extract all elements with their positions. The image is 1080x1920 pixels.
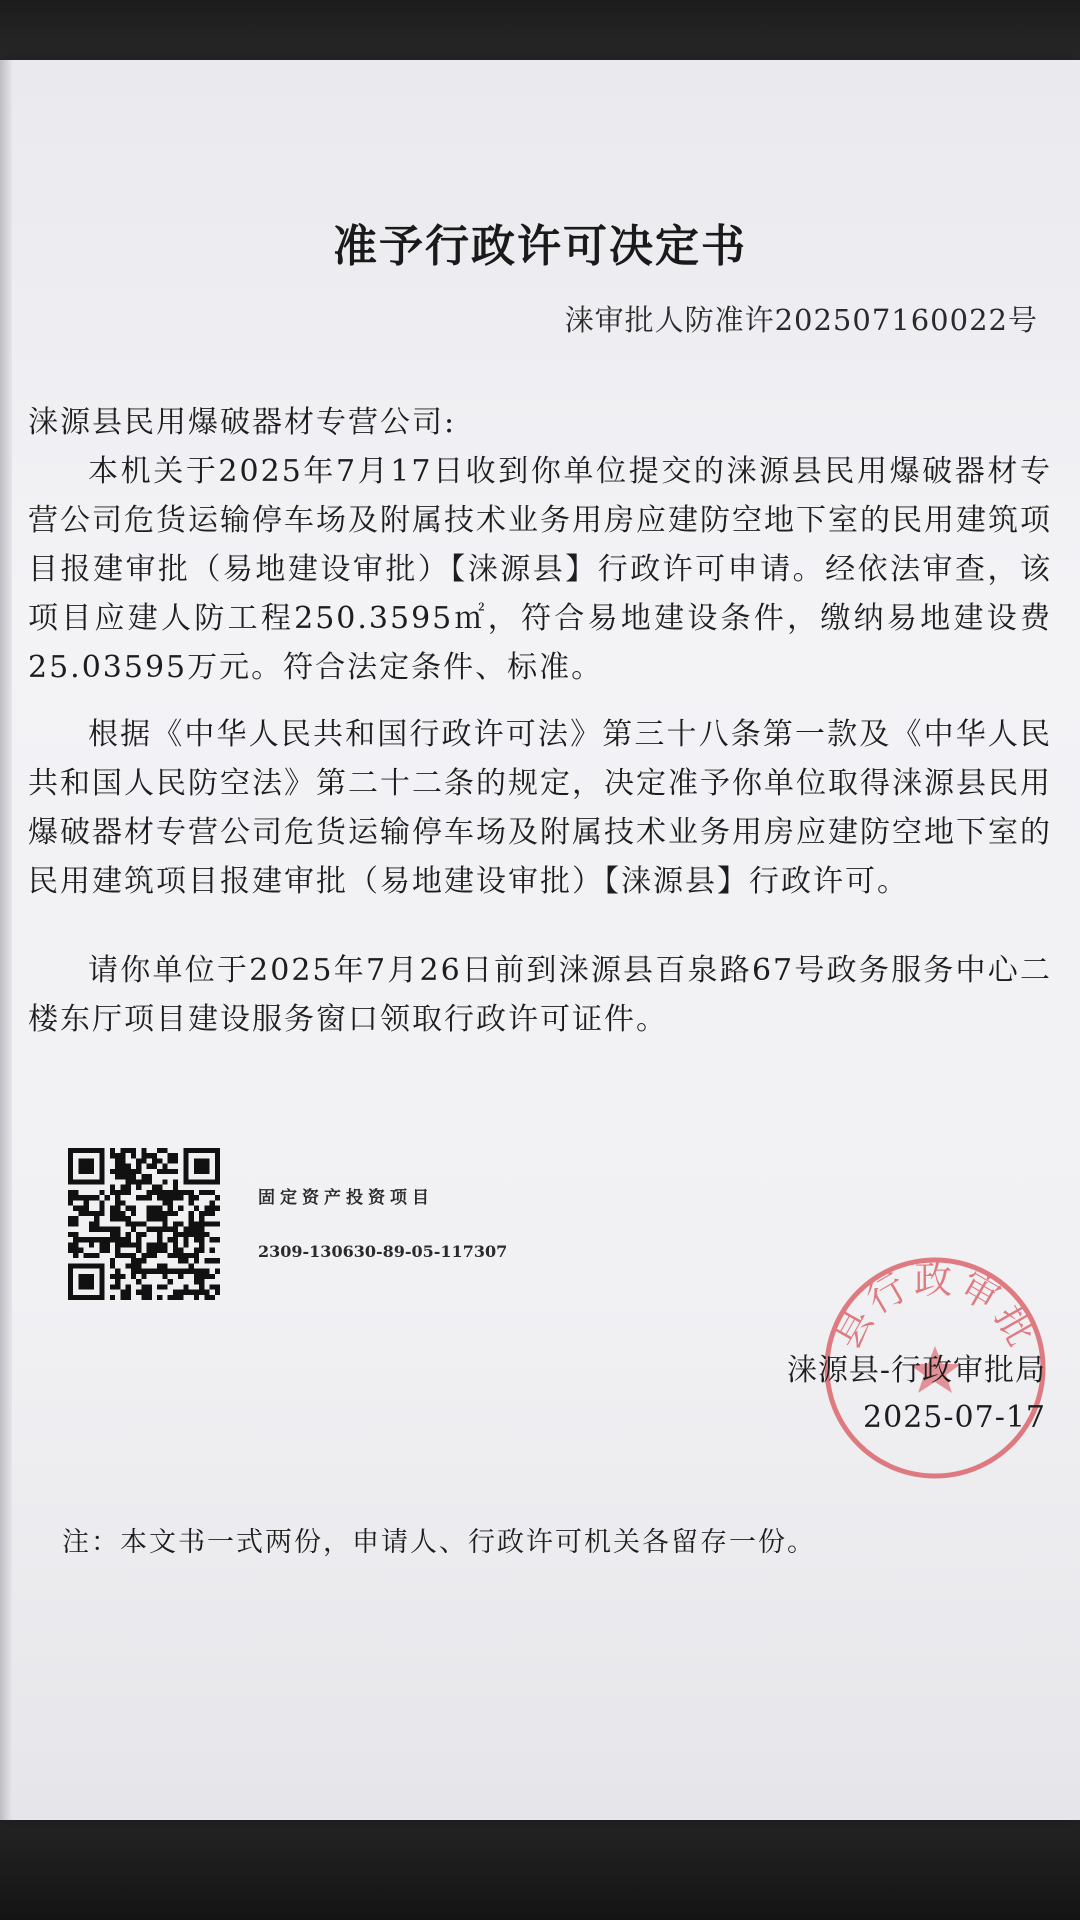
project-code: 2309-130630-89-05-117307 [258,1242,508,1261]
issuing-authority: 涞源县-行政审批局 [786,1353,1046,1388]
qr-code-icon [68,1148,220,1300]
document-number: 涞审批人防准许202507160022号 [564,303,1038,337]
document-title: 准予行政许可决定书 [333,221,747,272]
issue-date: 2025-07-17 [863,1400,1046,1435]
svg-text:县行政审批: 县行政审批 [824,1258,1046,1357]
document-body [28,398,1052,1044]
photo-background-bottom [0,1805,1080,1920]
paragraph-application: 本机关于2025年7月17日收到你单位提交的涞源县民用爆破器材专营公司危货运输停车场及附属技术业务用房应建防空地下室的民用建筑项目报建审批（易地建设审批）【涞源县】行政许可申请。经依法审查，该项目应建人防工程250.3595㎡，符合易地建设条件，缴纳易地建设费25.03595万元。符合法定条件、标准。 [28,454,1052,685]
paragraph-decision: 根据《中华人民共和国行政许可法》第三十八条第一款及《中华人民共和国人民防空法》第二十二条的规定，决定准予你单位取得涞源县民用爆破器材专营公司危货运输停车场及附属技术业务用房应建防空地下室的民用建筑项目报建审批（易地建设审批）【涞源县】行政许可。 [28,717,1052,899]
project-label: 固定资产投资项目 [258,1188,434,1208]
paragraph-pickup: 请你单位于2025年7月26日前到涞源县百泉路67号政务服务中心二楼东厅项目建设服务窗口领取行政许可证件。 [28,953,1052,1037]
footnote: 注：本文书一式两份，申请人、行政许可机关各留存一份。 [62,1527,816,1558]
addressee: 涞源县民用爆破器材专营公司: [28,405,457,440]
